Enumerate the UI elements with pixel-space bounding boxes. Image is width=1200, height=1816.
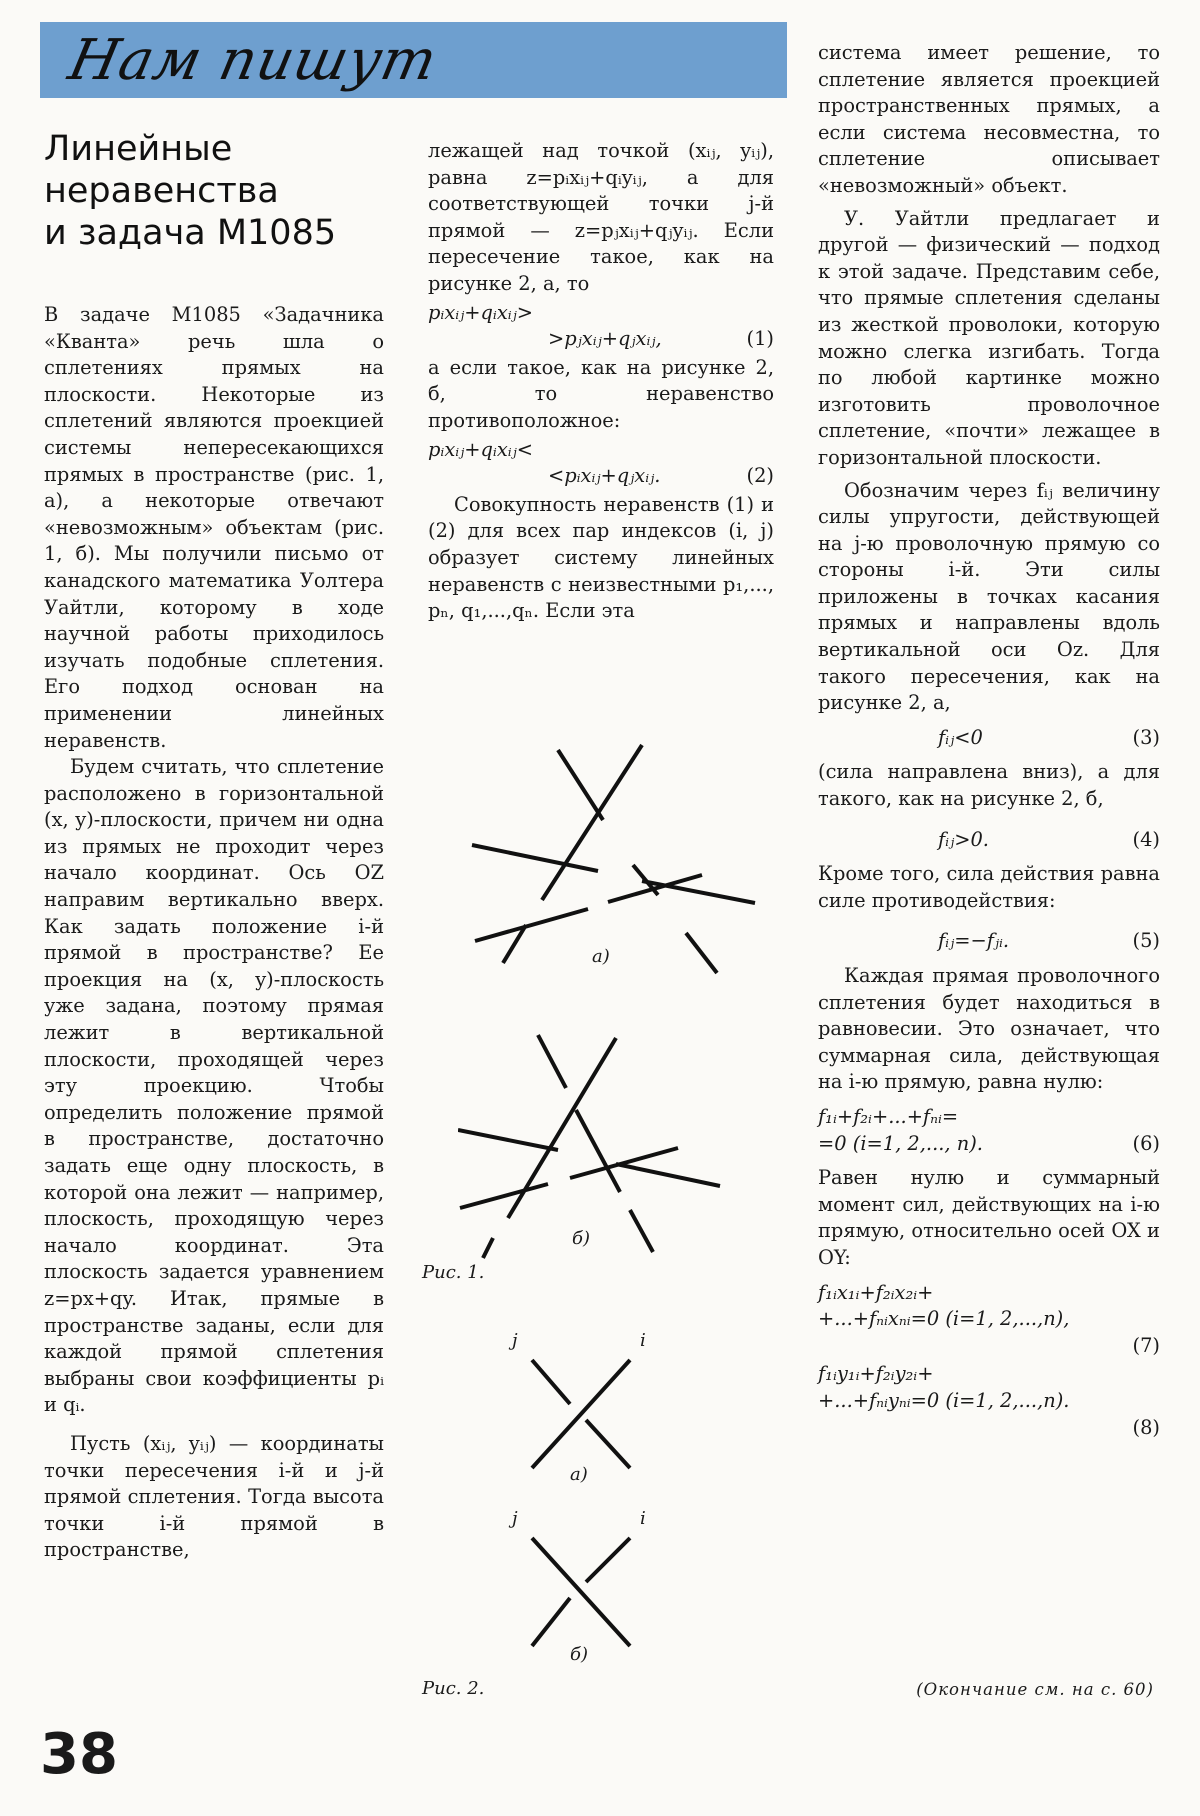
title-line-3: и задача М1085 [44,213,337,253]
paragraph: Совокупность неравенств (1) и (2) для всех пар индексов (i, j) образует систему линейных неравенств с неизвестными p₁,..., pₙ, q₁,...,qₙ. Если эта [428,492,774,623]
formula-number: (2) [746,464,774,488]
paragraph: В задаче М1085 «Задачника «Кванта» речь шла о сплетениях прямых на плоскости. Некоторые из сплетений являются проекцией системы непересекающихся прямых в пространстве (рис. 1, а), а некоторые отвечают «невозможным» объектам (рис. 1, б). Мы получили письмо от канадского математика Уолтера Уайтли, которому в ходе научной работы приходилось изучать подобные сплетения. Его подход основан на применении линейных неравенств. [44,303,384,752]
figure-2b-label: б) [570,1644,589,1665]
wire-line [458,1130,558,1150]
wire-line [630,1210,653,1252]
figure-2a-label: а) [570,1464,588,1485]
formula-part: >pⱼxᵢⱼ+qⱼxᵢⱼ, [548,327,662,351]
formula-2 [428,437,774,490]
continued-note: (Окончание см. на с. 60) [916,1680,1154,1699]
formula-1 [428,300,774,353]
paragraph: а если такое, как на рисунке 2, б, то неравенство противоположное: [428,355,774,432]
wire-line [586,1420,630,1468]
figure-2-caption: Рис. 2. [422,1678,485,1699]
formula-8 [818,1361,1160,1441]
figure-2a [522,1352,642,1472]
formula-part: f₁ᵢy₁ᵢ+f₂ᵢy₂ᵢ+ [818,1362,934,1386]
formula-part: fᵢⱼ>0. [938,827,989,851]
paragraph: Равен нулю и суммарный момент сил, действующих на i-ю прямую, относительно осей OX и OY: [818,1166,1160,1269]
title-line-2: неравенства [44,171,279,211]
wire-line [460,1184,548,1208]
formula-number: (1) [746,327,774,351]
formula-5 [818,928,1160,955]
column-1 [44,302,384,1564]
wire-line [642,881,755,903]
formula-number: (5) [1132,929,1160,953]
formula-4 [818,827,1160,854]
paragraph: (сила направлена вниз), а для такого, как на рисунке 2, б, [818,760,1160,811]
page-number: 38 [40,1722,118,1787]
wire-line [532,1360,570,1404]
formula-number: (8) [1132,1415,1160,1439]
paragraph: Каждая прямая проволочного сплетения будет находиться в равновесии. Это означает, что суммарная сила, действующая на i-ю прямую, равна нулю: [818,964,1160,1094]
formula-part: fᵢⱼ<0 [938,725,983,749]
wire-line [532,1598,570,1646]
formula-part: <pᵢxᵢⱼ+qⱼxᵢⱼ. [548,464,661,488]
formula-number: (4) [1132,827,1160,851]
paragraph: Обозначим через fᵢⱼ величину силы упругости, действующей на j-ю проволочную прямую со стороны i-й. Эти силы приложены в точках касания прямых и направлены вдоль вертикальной оси Oz. Для такого пересечения, как на рисунке 2, а, [818,478,1160,715]
figure-2b [522,1530,642,1650]
formula-part: fᵢⱼ=−fⱼᵢ. [938,929,1010,953]
formula-part: f₁ᵢ+f₂ᵢ+...+fₙᵢ= [818,1104,959,1128]
paragraph: Будем считать, что сплетение расположено в горизонтальной (x, y)-плоскости, причем ни одна из прямых не проходит через начало координат. Ось OZ направим вертикально вверх. Как задать положение i-й прямой в пространстве? Ее проекция на (x, y)-плоскость уже задана, поэтому прямая лежит в вертикальной плоскости, проходящей через эту проекцию. Чтобы определить положение прямой в пространстве, достаточно задать еще одну плоскость, в которой она лежит — например, плоскость, проходящую через начало координат. Эта плоскость задается уравнением z=px+qy. Итак, прямые в пространстве заданы, если для каждой прямой сплетения выбраны свои коэффициенты pᵢ и qᵢ. [44,755,384,1417]
formula-part: +...+fₙᵢxₙᵢ=0 (i=1, 2,...,n), [818,1307,1070,1331]
paragraph: У. Уайтли предлагает и другой — физический — подход к этой задаче. Представим себе, что прямые сплетения сделаны из жесткой проволоки, которую можно слегка изгибать. Тогда по любой картинке можно изготовить проволочное сплетение, «почти» лежащее в горизонтальной плоскости. [818,206,1160,469]
paragraph: лежащей над точкой (xᵢⱼ, yᵢⱼ), равна z=pᵢxᵢⱼ+qᵢyᵢⱼ, а для соответствующей точки j-й прямой — z=pⱼxᵢⱼ+qⱼyᵢⱼ. Если пересечение такое, как на рисунке 2, а, то [428,139,774,295]
wire-line [586,1538,630,1582]
formula-part: f₁ᵢx₁ᵢ+f₂ᵢx₂ᵢ+ [818,1280,934,1304]
wire-line [472,845,598,871]
figure-2a-j-label: j [512,1330,518,1351]
figure-1a [470,735,780,975]
paragraph: система имеет решение, то сплетение является проекцией пространственных прямых, а если система несовместна, то сплетение описывает «невозможный» объект. [818,41,1160,197]
wire-line [475,909,588,941]
wire-line [538,1035,566,1088]
formula-6 [818,1104,1160,1157]
formula-number: (3) [1132,725,1160,749]
wire-line [616,1164,720,1186]
wire-line [576,1110,620,1192]
figure-2a-i-label: i [640,1330,646,1351]
formula-part: pᵢxᵢⱼ+qᵢxᵢⱼ< [428,437,534,461]
wire-line [542,745,642,900]
banner-title: Нам пишут [63,28,444,93]
column-2 [428,138,774,625]
figure-1b [458,1030,768,1270]
figure-1b-label: б) [572,1228,591,1249]
figure-2b-i-label: i [640,1508,646,1529]
figure-1a-label: а) [592,946,610,967]
formula-part: pᵢxᵢⱼ+qᵢxᵢⱼ> [428,300,534,324]
figure-1-caption: Рис. 1. [422,1262,485,1283]
formula-part: +...+fₙᵢyₙᵢ=0 (i=1, 2,...,n). [818,1388,1070,1412]
formula-number: (7) [1132,1333,1160,1357]
paragraph: Пусть (xᵢⱼ, yᵢⱼ) — координаты точки пересечения i-й и j-й прямой сплетения. Тогда высота точки i-й прямой в пространстве, [44,1431,384,1562]
formula-part: =0 (i=1, 2,..., n). [818,1131,983,1155]
figure-2b-j-label: j [512,1508,518,1529]
wire-line [558,750,603,820]
wire-line [686,933,717,973]
article-title [44,128,394,254]
formula-3 [818,725,1160,752]
section-banner [40,22,787,98]
wire-line [483,1238,493,1258]
formula-number: (6) [1132,1131,1160,1155]
column-3 [818,40,1160,1443]
title-line-1: Линейные [44,129,233,169]
paragraph: Кроме того, сила действия равна силе противодействия: [818,862,1160,912]
formula-7 [818,1280,1160,1360]
